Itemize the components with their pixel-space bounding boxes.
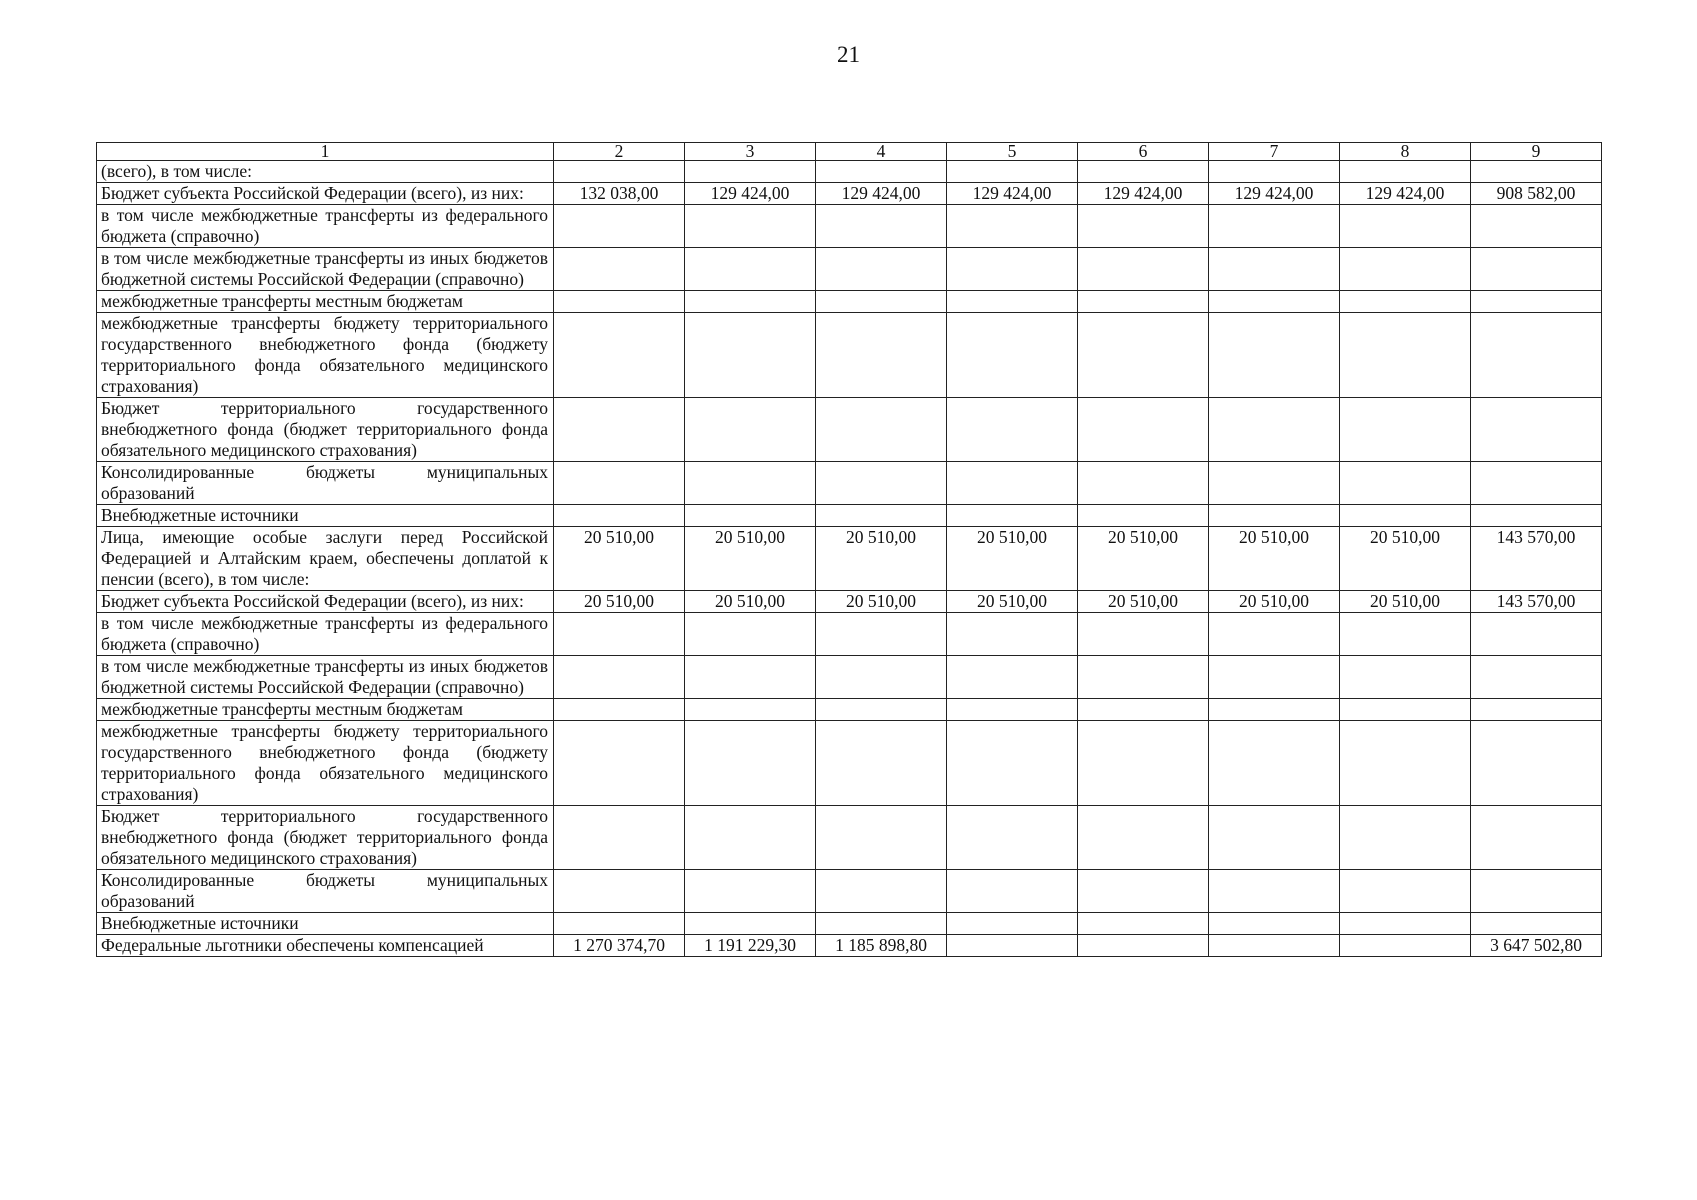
value-text: 20 510,00 <box>1108 527 1178 547</box>
value-cell <box>816 313 947 398</box>
value-cell <box>685 313 816 398</box>
value-cell <box>1471 248 1602 291</box>
value-cell <box>816 591 947 613</box>
row-label: Бюджет территориального государственного внебюджетного фонда (бюджет территориального фонда обязательного медицинского страхования) <box>97 398 554 462</box>
column-number-row <box>97 143 1602 161</box>
value-cell <box>816 935 947 957</box>
value-cell <box>1340 505 1471 527</box>
value-text: 20 510,00 <box>1370 527 1440 547</box>
table-row <box>97 527 1602 591</box>
value-cell <box>1078 291 1209 313</box>
value-text: 20 510,00 <box>977 527 1047 547</box>
value-cell <box>1209 870 1340 913</box>
value-cell <box>816 248 947 291</box>
value-cell <box>685 656 816 699</box>
value-cell <box>816 398 947 462</box>
table-row <box>97 248 1602 291</box>
value-cell <box>1209 656 1340 699</box>
value-cell <box>1340 161 1471 183</box>
value-text: 20 510,00 <box>1108 591 1178 611</box>
value-cell <box>554 699 685 721</box>
value-cell <box>554 613 685 656</box>
row-label: (всего), в том числе: <box>97 161 554 183</box>
value-text: 20 510,00 <box>977 591 1047 611</box>
value-cell <box>554 398 685 462</box>
value-cell <box>685 806 816 870</box>
table-row <box>97 183 1602 205</box>
value-text: 20 510,00 <box>715 591 785 611</box>
value-cell <box>1471 870 1602 913</box>
value-cell <box>1209 183 1340 205</box>
value-cell <box>685 462 816 505</box>
budget-table <box>96 142 1602 957</box>
value-cell <box>947 183 1078 205</box>
value-cell <box>554 313 685 398</box>
value-cell <box>947 721 1078 806</box>
value-text: 20 510,00 <box>1239 527 1309 547</box>
value-cell <box>1078 183 1209 205</box>
value-cell <box>1209 913 1340 935</box>
value-cell <box>816 806 947 870</box>
value-cell <box>1209 806 1340 870</box>
value-cell <box>554 527 685 591</box>
row-label: Внебюджетные источники <box>97 505 554 527</box>
row-label: межбюджетные трансферты бюджету территориального государственного внебюджетного фонда (бюджету территориального фонда обязательного медицинского страхования) <box>97 313 554 398</box>
column-header: 2 <box>554 143 685 161</box>
row-label: Консолидированные бюджеты муниципальных образований <box>97 870 554 913</box>
value-text: 3 647 502,80 <box>1490 935 1582 955</box>
value-cell <box>947 205 1078 248</box>
table-row <box>97 398 1602 462</box>
value-cell <box>685 527 816 591</box>
row-label: Федеральные льготники обеспечены компенсацией <box>97 935 554 957</box>
value-cell <box>1078 462 1209 505</box>
value-cell <box>685 613 816 656</box>
value-cell <box>816 870 947 913</box>
column-header: 8 <box>1340 143 1471 161</box>
value-cell <box>816 161 947 183</box>
value-cell <box>816 613 947 656</box>
value-cell <box>1471 398 1602 462</box>
value-cell <box>1078 505 1209 527</box>
value-cell <box>554 721 685 806</box>
value-text: 129 424,00 <box>1103 183 1183 203</box>
column-header: 3 <box>685 143 816 161</box>
value-text: 908 582,00 <box>1496 183 1576 203</box>
row-label: в том числе межбюджетные трансферты из федерального бюджета (справочно) <box>97 205 554 248</box>
value-cell <box>947 913 1078 935</box>
table-row <box>97 205 1602 248</box>
value-cell <box>1471 656 1602 699</box>
value-cell <box>685 721 816 806</box>
value-cell <box>1078 870 1209 913</box>
value-cell <box>816 183 947 205</box>
column-header: 6 <box>1078 143 1209 161</box>
value-cell <box>1209 505 1340 527</box>
value-cell <box>1471 313 1602 398</box>
value-text: 143 570,00 <box>1496 527 1576 547</box>
column-header: 9 <box>1471 143 1602 161</box>
row-label: Бюджет территориального государственного внебюджетного фонда (бюджет территориального фонда обязательного медицинского страхования) <box>97 806 554 870</box>
value-text: 1 185 898,80 <box>835 935 927 955</box>
table-row <box>97 161 1602 183</box>
value-cell <box>1078 591 1209 613</box>
value-cell <box>1078 721 1209 806</box>
value-text: 20 510,00 <box>584 527 654 547</box>
value-cell <box>554 205 685 248</box>
column-header: 1 <box>97 143 554 161</box>
value-cell <box>1340 913 1471 935</box>
row-label: Консолидированные бюджеты муниципальных образований <box>97 462 554 505</box>
value-cell <box>1078 205 1209 248</box>
value-cell <box>685 591 816 613</box>
value-cell <box>1209 161 1340 183</box>
value-cell <box>1209 591 1340 613</box>
value-cell <box>1471 721 1602 806</box>
table-row <box>97 935 1602 957</box>
value-cell <box>554 591 685 613</box>
value-cell <box>1340 699 1471 721</box>
value-cell <box>1209 699 1340 721</box>
value-cell <box>1340 462 1471 505</box>
column-header: 5 <box>947 143 1078 161</box>
row-label: межбюджетные трансферты местным бюджетам <box>97 699 554 721</box>
value-cell <box>816 699 947 721</box>
value-cell <box>554 161 685 183</box>
value-text: 129 424,00 <box>710 183 790 203</box>
value-cell <box>816 656 947 699</box>
value-cell <box>1209 613 1340 656</box>
value-cell <box>685 505 816 527</box>
value-cell <box>1340 806 1471 870</box>
value-cell <box>1340 935 1471 957</box>
value-cell <box>1078 527 1209 591</box>
table-row <box>97 656 1602 699</box>
value-cell <box>1078 398 1209 462</box>
table-row <box>97 291 1602 313</box>
value-cell <box>1471 913 1602 935</box>
value-text: 20 510,00 <box>715 527 785 547</box>
value-cell <box>1340 591 1471 613</box>
value-cell <box>685 183 816 205</box>
value-cell <box>947 398 1078 462</box>
value-cell <box>1471 591 1602 613</box>
value-cell <box>554 248 685 291</box>
value-cell <box>685 398 816 462</box>
table-row <box>97 462 1602 505</box>
value-cell <box>1471 935 1602 957</box>
value-cell <box>947 248 1078 291</box>
value-cell <box>1471 183 1602 205</box>
value-cell <box>1078 248 1209 291</box>
table-row <box>97 870 1602 913</box>
value-cell <box>1471 291 1602 313</box>
value-cell <box>1340 527 1471 591</box>
row-label: в том числе межбюджетные трансферты из иных бюджетов бюджетной системы Российской Федерации (справочно) <box>97 656 554 699</box>
row-label: в том числе межбюджетные трансферты из федерального бюджета (справочно) <box>97 613 554 656</box>
value-cell <box>1471 161 1602 183</box>
value-cell <box>1471 806 1602 870</box>
value-text: 132 038,00 <box>579 183 659 203</box>
value-text: 20 510,00 <box>1370 591 1440 611</box>
value-cell <box>685 205 816 248</box>
value-cell <box>1340 291 1471 313</box>
value-text: 129 424,00 <box>972 183 1052 203</box>
value-cell <box>947 505 1078 527</box>
value-cell <box>554 505 685 527</box>
value-cell <box>947 699 1078 721</box>
value-cell <box>554 806 685 870</box>
value-cell <box>947 591 1078 613</box>
row-label: межбюджетные трансферты местным бюджетам <box>97 291 554 313</box>
value-cell <box>1340 613 1471 656</box>
value-cell <box>1078 699 1209 721</box>
value-cell <box>1209 935 1340 957</box>
value-text: 143 570,00 <box>1496 591 1576 611</box>
value-cell <box>816 205 947 248</box>
value-cell <box>685 870 816 913</box>
value-cell <box>1209 398 1340 462</box>
value-cell <box>947 613 1078 656</box>
value-cell <box>947 806 1078 870</box>
value-cell <box>1340 313 1471 398</box>
table-row <box>97 505 1602 527</box>
table-row <box>97 699 1602 721</box>
value-cell <box>554 913 685 935</box>
page-number: 21 <box>837 42 860 67</box>
value-cell <box>947 161 1078 183</box>
value-cell <box>947 462 1078 505</box>
value-cell <box>1209 313 1340 398</box>
row-label: межбюджетные трансферты бюджету территориального государственного внебюджетного фонда (бюджету территориального фонда обязательного медицинского страхования) <box>97 721 554 806</box>
value-cell <box>1340 248 1471 291</box>
value-cell <box>1340 656 1471 699</box>
table-body <box>97 161 1602 957</box>
value-cell <box>1471 462 1602 505</box>
column-header: 7 <box>1209 143 1340 161</box>
value-cell <box>1340 398 1471 462</box>
value-cell <box>1471 527 1602 591</box>
value-cell <box>1471 505 1602 527</box>
table-row <box>97 613 1602 656</box>
value-cell <box>1078 161 1209 183</box>
value-cell <box>1078 313 1209 398</box>
value-cell <box>685 699 816 721</box>
value-cell <box>1209 205 1340 248</box>
value-cell <box>1340 721 1471 806</box>
table-row <box>97 313 1602 398</box>
value-cell <box>1471 205 1602 248</box>
value-cell <box>1471 699 1602 721</box>
value-cell <box>1340 870 1471 913</box>
value-cell <box>947 291 1078 313</box>
row-label: в том числе межбюджетные трансферты из иных бюджетов бюджетной системы Российской Федерации (справочно) <box>97 248 554 291</box>
value-cell <box>1340 205 1471 248</box>
value-cell <box>554 291 685 313</box>
table-row <box>97 913 1602 935</box>
value-cell <box>685 161 816 183</box>
value-cell <box>554 935 685 957</box>
value-cell <box>685 291 816 313</box>
value-text: 20 510,00 <box>1239 591 1309 611</box>
value-cell <box>1209 291 1340 313</box>
value-cell <box>816 462 947 505</box>
value-text: 20 510,00 <box>846 591 916 611</box>
value-text: 20 510,00 <box>584 591 654 611</box>
value-cell <box>816 913 947 935</box>
value-cell <box>947 313 1078 398</box>
value-cell <box>685 248 816 291</box>
value-cell <box>554 870 685 913</box>
column-header: 4 <box>816 143 947 161</box>
value-text: 1 270 374,70 <box>573 935 665 955</box>
value-cell <box>685 935 816 957</box>
row-label: Лица, имеющие особые заслуги перед Российской Федерацией и Алтайским краем, обеспечены доплатой к пенсии (всего), в том числе: <box>97 527 554 591</box>
value-cell <box>1209 527 1340 591</box>
value-cell <box>947 656 1078 699</box>
value-text: 1 191 229,30 <box>704 935 796 955</box>
value-cell <box>816 291 947 313</box>
value-cell <box>554 656 685 699</box>
value-cell <box>947 935 1078 957</box>
value-cell <box>1209 248 1340 291</box>
table-row <box>97 591 1602 613</box>
value-cell <box>1340 183 1471 205</box>
value-cell <box>1078 913 1209 935</box>
table-row <box>97 721 1602 806</box>
value-text: 20 510,00 <box>846 527 916 547</box>
value-cell <box>554 183 685 205</box>
value-cell <box>947 870 1078 913</box>
value-cell <box>1078 935 1209 957</box>
value-text: 129 424,00 <box>1365 183 1445 203</box>
value-cell <box>1209 462 1340 505</box>
value-cell <box>1078 613 1209 656</box>
value-cell <box>1078 656 1209 699</box>
value-cell <box>1471 613 1602 656</box>
value-cell <box>816 505 947 527</box>
value-text: 129 424,00 <box>1234 183 1314 203</box>
value-text: 129 424,00 <box>841 183 921 203</box>
value-cell <box>1078 806 1209 870</box>
row-label: Бюджет субъекта Российской Федерации (всего), из них: <box>97 183 554 205</box>
value-cell <box>947 527 1078 591</box>
table-row <box>97 806 1602 870</box>
row-label: Внебюджетные источники <box>97 913 554 935</box>
value-cell <box>554 462 685 505</box>
value-cell <box>1209 721 1340 806</box>
value-cell <box>816 527 947 591</box>
value-cell <box>816 721 947 806</box>
value-cell <box>685 913 816 935</box>
row-label: Бюджет субъекта Российской Федерации (всего), из них: <box>97 591 554 613</box>
